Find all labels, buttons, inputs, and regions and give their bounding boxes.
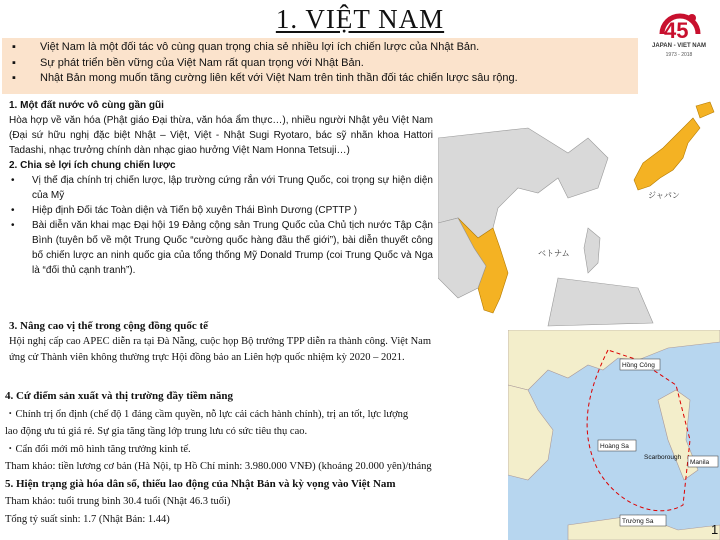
south-china-sea-map [508,330,720,540]
summary-box [2,38,638,94]
logo-caption: JAPAN - VIET NAM [652,43,706,49]
section-1-body: Hòa hợp về văn hóa (Phật giáo Đại thừa, văn hóa ẩm thực…), nhiều người Nhật yêu Việt Nam (Đại sứ hữu nghị đặc biệt Nhật – Việt, Việt - Nhật Sugi Ryotaro, bác sỹ nhãn khoa Hattori Tadashi, nhạc trưởng chính dàn nhạc giao hưởng Việt Nam Honna Tetsuji…) [9,115,433,156]
map-label-vietnam: ベトナム [538,249,570,258]
section-5-line: Tổng tỷ suất sinh: 1.7 (Nhật Bản: 1.44) [5,513,170,525]
map-label-hoang-sa: Hoàng Sa [600,443,629,450]
section-2-bullet: • Hiệp định Đối tác Toàn diện và Tiến bộ xuyên Thái Bình Dương (CPTTP ) [9,203,433,218]
map-label-truong-sa: Trường Sa [622,518,654,525]
section-3-body: Hội nghị cấp cao APEC diễn ra tại Đà Nẵng, cuộc họp Bộ trưởng TPP diễn ra thành công. Việt Nam ứng cử Thành viên không thường trực Hội đồng bảo an Liên hợp quốc nhiệm kỳ 2020 – 2021. [9,336,431,363]
section-4-line: ・Cẩn đổi mới mô hình tăng trưởng kinh tế. [5,443,191,455]
section-3-heading: 3. Nâng cao vị thế trong cộng đồng quốc tế [9,320,209,332]
section-2-bullet: • Bài diễn văn khai mạc Đại hội 19 Đảng cộng sản Trung Quốc của Chủ tịch nước Tập Cận Bình (tuyên bố về một Trung Quốc “cường quốc hàng đầu thế giới”), bài diễn thuyết công bố chiến lược an ninh quốc gia của tổng thống Mỹ Donald Trump (coi Trung Quốc và Nga là “đối thủ cạnh tranh”). [9,218,433,278]
map-label-japan: ジャパン [648,191,680,200]
section-2-heading: 2. Chia sẻ lợi ích chung chiến lược [9,160,176,171]
section-5-line: Tham khảo: tuổi trung bình 30.4 tuổi (Nhật 46.3 tuổi) [5,496,231,507]
section-4-line: ・Chính trị ổn định (chế độ 1 đảng cầm quyền, nỗ lực cải cách hành chính), trị an tốt, lực lượng [5,408,409,420]
section-4-heading: 4. Cứ điểm sản xuất và thị trường đầy tiềm năng [5,390,234,402]
summary-item: ▪ Việt Nam là một đối tác vô cùng quan trọng chia sẻ nhiều lợi ích chiến lược của Nhật Bản. [8,40,632,56]
logo-years: 1973 - 2018 [665,52,693,58]
section-4-line: lao động ưu tú giá rẻ. Sự gia tăng tầng lớp trung lưu có sức tiêu thụ cao. [5,426,308,437]
section-1-heading: 1. Một đất nước vô cùng gần gũi [9,100,164,111]
map-label-scarborough: Scarborough [644,454,682,461]
section-3 [9,318,431,366]
map-label-hong-cong: Hồng Công [622,362,655,369]
map-label-manila: Manila [690,459,710,466]
sections-4-5 [5,388,505,528]
summary-item: ▪ Sự phát triển bền vững của Việt Nam rất quan trọng với Nhật Bản. [8,56,632,72]
svg-text:45: 45 [664,18,689,43]
slide-title: 1. VIỆT NAM [275,4,445,34]
section-4-line: Tham khảo: tiền lương cơ bản (Hà Nội, tp Hồ Chí minh: 3.980.000 VNĐ) (khoảng 20.000 yên)/tháng [5,461,432,472]
section-5-heading: 5. Hiện trạng già hóa dân số, thiếu lao động của Nhật Bản và kỳ vọng vào Việt Nam [5,477,396,490]
summary-item: ▪ Nhật Bản mong muốn tăng cường liên kết với Việt Nam trên tinh thần đối tác chiến lược sâu rộng. [8,71,632,87]
section-2-bullet: • Vị thế địa chính trị chiến lược, lập trường cứng rắn với Trung Quốc, coi trọng sự hiện diện của Mỹ [9,173,433,203]
japan-vietnam-45-logo [642,4,716,78]
sections-1-2 [9,98,433,278]
page-number: 1 [711,522,719,537]
asia-map-image [438,98,720,330]
